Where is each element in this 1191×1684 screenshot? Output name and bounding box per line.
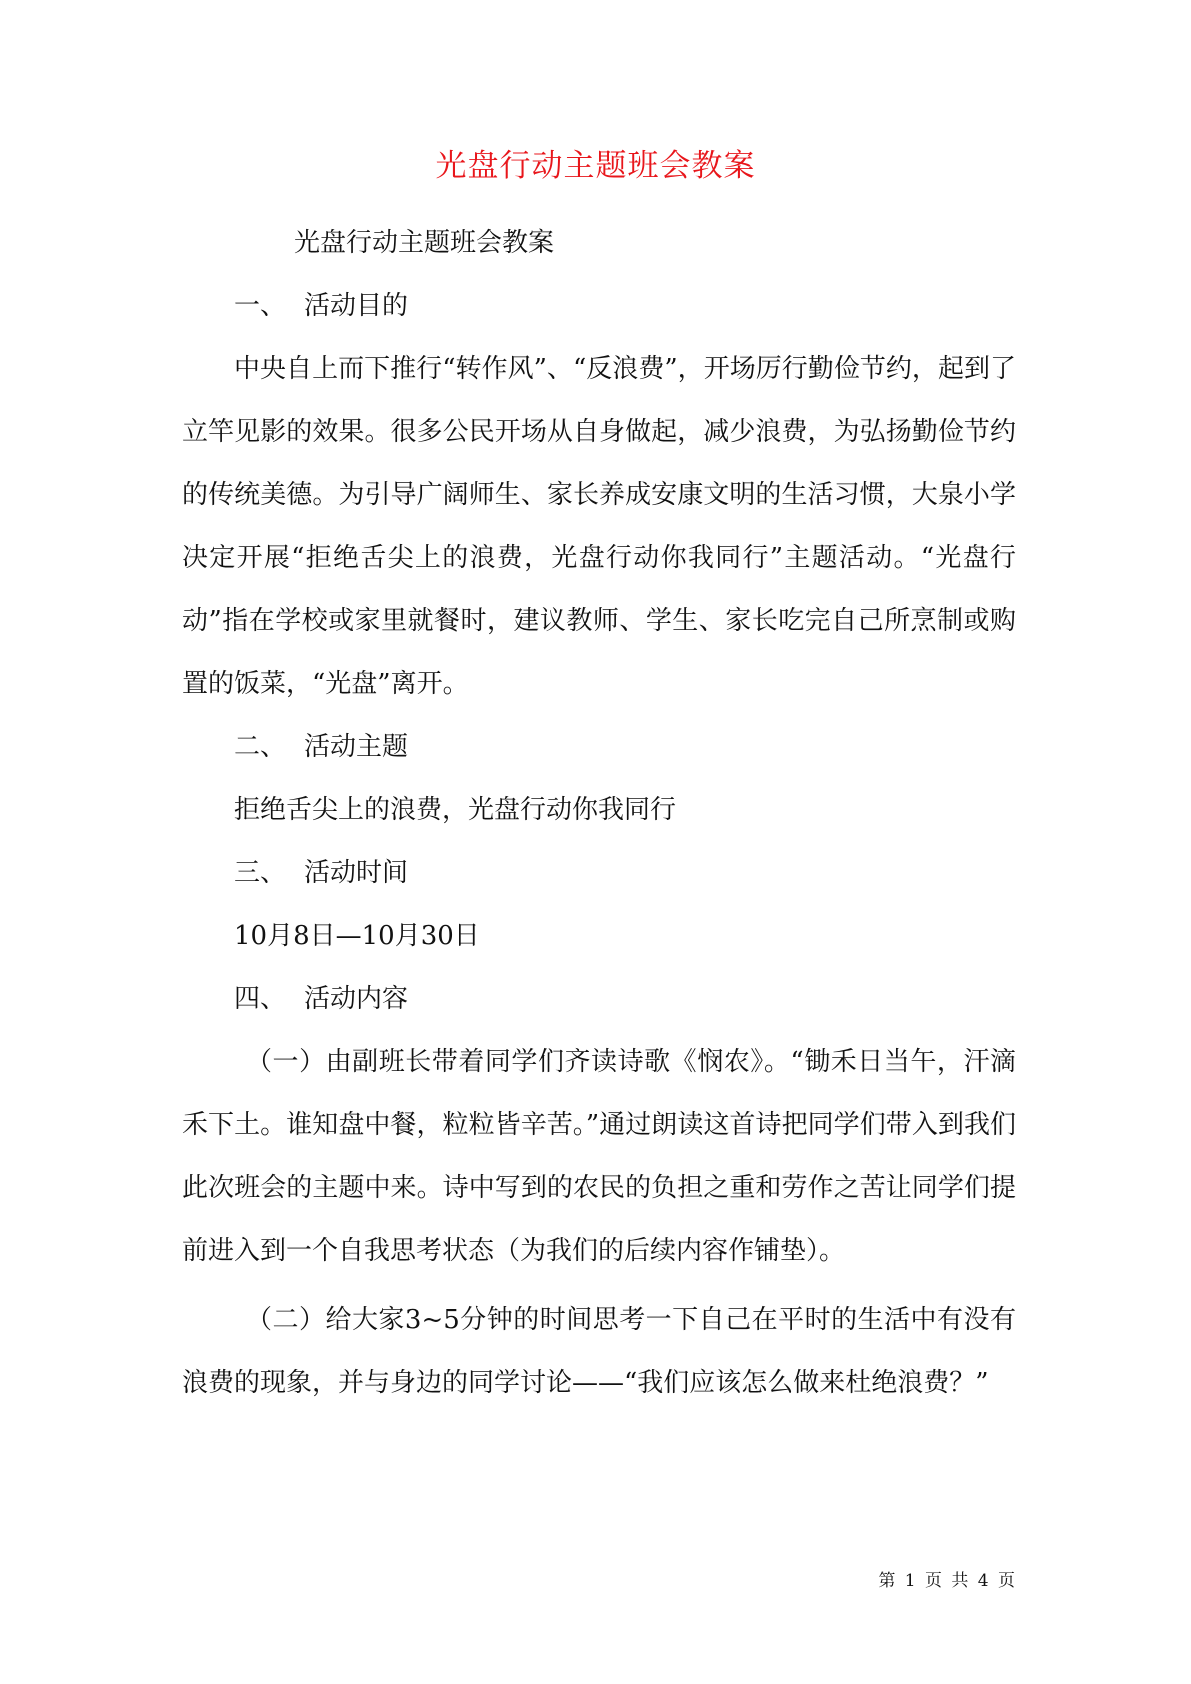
paragraph-theme: 拒绝舌尖上的浪费，光盘行动你我同行	[234, 795, 677, 825]
section-heading-1	[182, 275, 1016, 338]
section-number: 一、	[234, 291, 287, 321]
section-number: 四、	[234, 984, 287, 1014]
subtitle: 光盘行动主题班会教案	[294, 228, 555, 258]
section-number: 二、	[234, 732, 287, 762]
section-label: 活动时间	[304, 858, 409, 888]
document-body	[182, 212, 1016, 1415]
document-title: 光盘行动主题班会教案	[435, 148, 756, 184]
section-heading-3	[182, 842, 1016, 905]
paragraph-time: 10月8日—10月30日	[234, 921, 480, 951]
paragraph-purpose: 中央自上而下推行“转作风”、“反浪费”，开场厉行勤俭节约，起到了立竿见影的效果。很多公民开场从自身做起，减少浪费，为弘扬勤俭节约的传统美德。为引导广阔师生、家长养成安康文明的生活习惯，大泉小学决定开展“拒绝舌尖上的浪费，光盘行动你我同行”主题活动。“光盘行动”指在学校或家里就餐时，建议教师、学生、家长吃完自己所烹制或购置的饭菜，“光盘”离开。	[182, 354, 1016, 699]
section-label: 活动主题	[304, 732, 409, 762]
page-footer: 第 1 页 共 4 页	[878, 1571, 1017, 1591]
section-number: 三、	[234, 858, 287, 888]
section-label: 活动目的	[304, 291, 409, 321]
paragraph-content-2: （二）给大家3~5分钟的时间思考一下自己在平时的生活中有没有浪费的现象，并与身边的同学讨论——“我们应该怎么做来杜绝浪费？”	[182, 1305, 1016, 1398]
section-heading-2	[182, 716, 1016, 779]
paragraph-content-1: （一）由副班长带着同学们齐读诗歌《悯农》。“锄禾日当午，汗滴禾下土。谁知盘中餐，粒粒皆辛苦。”通过朗读这首诗把同学们带入到我们此次班会的主题中来。诗中写到的农民的负担之重和劳作之苦让同学们提前进入到一个自我思考状态（为我们的后续内容作铺垫）。	[182, 1047, 1016, 1266]
section-label: 活动内容	[304, 984, 409, 1014]
section-heading-4	[182, 968, 1016, 1031]
